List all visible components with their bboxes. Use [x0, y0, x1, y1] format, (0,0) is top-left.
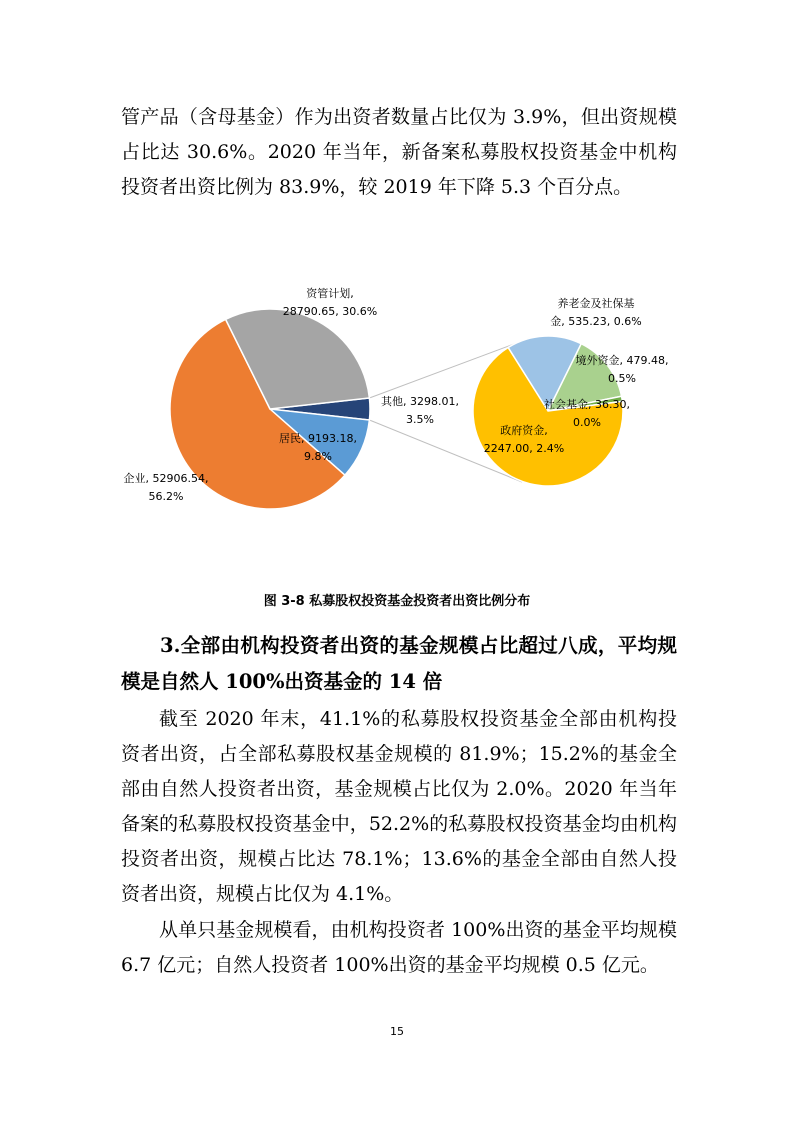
label-zgjh-2: 28790.65, 30.6% [282, 305, 378, 318]
label-jwzj-1: 境外资金, 479.48, [575, 354, 669, 367]
label-jumin-2: 9.8% [304, 450, 332, 463]
figure-caption: 图 3-8 私募股权投资基金投资者出资比例分布 [263, 594, 531, 609]
chart-svg [0, 240, 794, 570]
label-qiye-2: 56.2% [148, 490, 184, 503]
label-zfzj-1: 政府资金, [500, 424, 548, 437]
label-shjj-2: 0.0% [573, 416, 601, 429]
label-zgjh-1: 资管计划, [306, 287, 354, 300]
label-qiye-1: 企业, 52906.54, [123, 472, 209, 485]
label-ylj-1: 养老金及社保基 [557, 297, 635, 310]
label-qita-1: 其他, 3298.01, [381, 395, 459, 408]
pie-of-pie-chart [0, 240, 794, 570]
label-zfzj-2: 2247.00, 2.4% [483, 442, 565, 455]
page-number: 15 [390, 1025, 404, 1038]
label-jumin-1: 居民, 9193.18, [279, 432, 357, 445]
intro-paragraph: 管产品（含母基金）作为出资者数量占比仅为 3.9%，但出资规模占比达 30.6%。2020 年当年，新备案私募股权投资基金中机构投资者出资比例为 83.9%，较 2019 年下降 5.3 个百分点。 [121, 106, 677, 198]
body-paragraph-1: 截至 2020 年末，41.1%的私募股权投资基金全部由机构投资者出资，占全部私募股权基金规模的 81.9%；15.2%的基金全部由自然人投资者出资，基金规模占比仅为 2.0%。2020 年当年备案的私募股权投资基金中，52.2%的私募股权投资基金均由机构投资者出资，规模占比达 78.1%；13.6%的基金全部由自然人投资者出资，规模占比仅为 4.1%。 [121, 708, 677, 905]
label-ylj-2: 金, 535.23, 0.6% [550, 315, 642, 328]
section-heading: 3.全部由机构投资者出资的基金规模占比超过八成，平均规模是自然人 100%出资基金的 14 倍 [121, 634, 677, 693]
label-jwzj-2: 0.5% [608, 372, 636, 385]
label-shjj-1: 社会基金, 36.30, [544, 398, 630, 411]
label-qita-2: 3.5% [406, 413, 434, 426]
body-paragraph-2: 从单只基金规模看，由机构投资者 100%出资的基金平均规模 6.7 亿元；自然人投资者 100%出资的基金平均规模 0.5 亿元。 [121, 919, 677, 976]
